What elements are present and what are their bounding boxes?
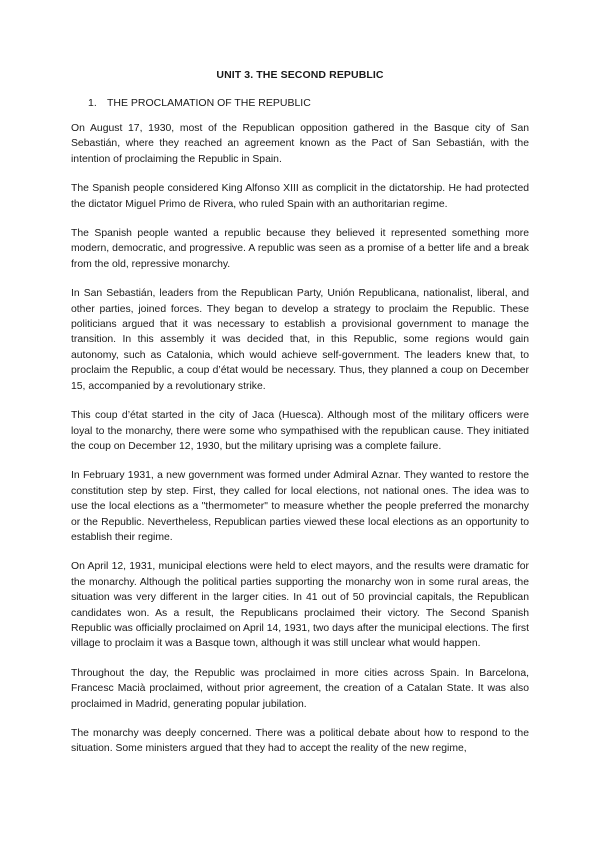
paragraph-aznar-government: In February 1931, a new government was formed under Admiral Aznar. They wanted to restore the constitution step by step. First, they called for local elections, not national ones. The idea was to use the local elections as a "thermometer" to measure whether the people preferred the monarchy or the Republic. Nevertheless, Republican parties viewed these local elections as an opportunity to establish their regime. — [71, 470, 529, 543]
paragraph-san-sebastian-leaders: In San Sebastián, leaders from the Republican Party, Unión Republicana, nationalist, liberal, and other parties, joined forces. They began to develop a strategy to proclaim the Republic. These politicians argued that it was necessary to establish a provisional government to manage the transition. In this assembly it was decided that, in this Republic, some regions would gain autonomy, such as Catalonia, which would achieve self-government. The leaders knew that, to proclaim the Republic, a coup d’état would be necessary. Thus, they planned a coup on December 15, accompanied by a revolutionary strike. — [71, 288, 529, 392]
paragraph-jaca-coup: This coup d’état started in the city of Jaca (Huesca). Although most of the military officers were loyal to the monarchy, there were some who sympathised with the republican cause. They initiated the coup on December 12, 1930, but the military uprising was a complete failure. — [71, 410, 529, 452]
section-heading-text: THE PROCLAMATION OF THE REPUBLIC — [107, 97, 311, 109]
body-text — [71, 121, 529, 771]
paragraph-monarchy-concern: The monarchy was deeply concerned. There was a political debate about how to respond to the situation. Some ministers argued that they had to accept the reality of the new regime, — [71, 728, 529, 755]
paragraph-municipal-elections: On April 12, 1931, municipal elections were held to elect mayors, and the results were dramatic for the monarchy. Although the political parties supporting the monarchy won in some rural areas, the situation was very different in the larger cities. In 41 out of 50 provincial capitals, the Republican candidates won. As a result, the Republicans proclaimed their victory. The Second Spanish Republic was officially proclaimed on April 14, 1931, two days after the municipal elections. The first village to proclaim it was a Basque town, although it was still unclear what would happen. — [71, 561, 529, 650]
page-title: UNIT 3. THE SECOND REPUBLIC — [216, 69, 384, 81]
section-number: 1. — [88, 97, 97, 109]
paragraph-republic-wish: The Spanish people wanted a republic because they believed it represented something more modern, democratic, and progressive. A republic was seen as a promise of a better life and a break from the old, repressive monarchy. — [71, 228, 529, 270]
section-heading — [88, 97, 311, 109]
paragraph-king-alfonso: The Spanish people considered King Alfonso XIII as complicit in the dictatorship. He had protected the dictator Miguel Primo de Rivera, who ruled Spain with an authoritarian regime. — [71, 183, 529, 210]
paragraph-proclamation-spread: Throughout the day, the Republic was proclaimed in more cities across Spain. In Barcelona, Francesc Macià proclaimed, without prior agreement, the creation of a Catalan State. It was also proclaimed in Madrid, generating popular jubilation. — [71, 667, 529, 710]
paragraph-pact-san-sebastian: On August 17, 1930, most of the Republican opposition gathered in the Basque city of San Sebastián, where they reached an agreement known as the Pact of San Sebastián, with the intention of proclaiming the Republic in Spain. — [71, 123, 529, 165]
